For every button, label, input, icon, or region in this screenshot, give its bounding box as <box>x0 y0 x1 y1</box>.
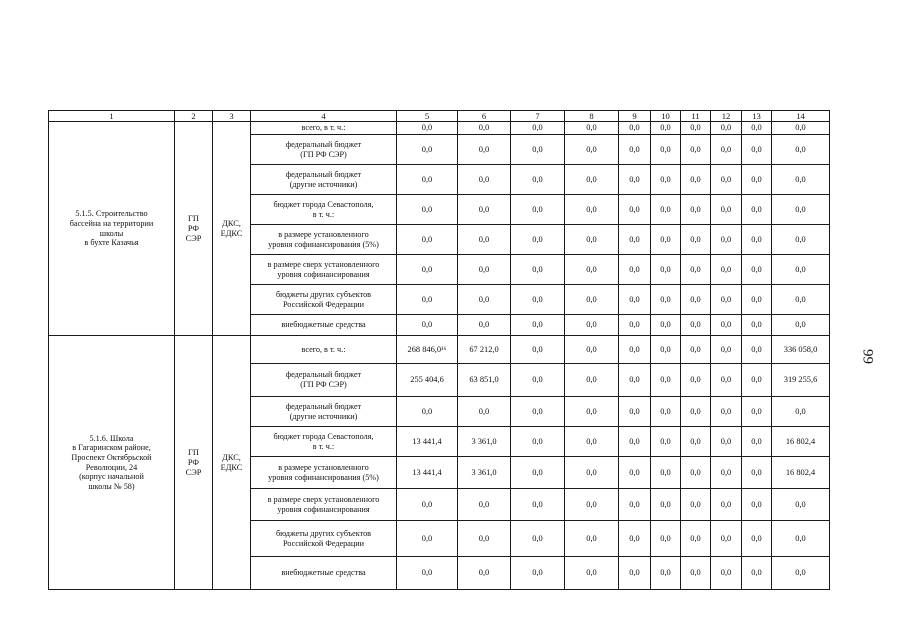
value-cell: 0,0 <box>565 521 619 557</box>
value-cell: 0,0 <box>458 397 511 427</box>
value-cell: 0,0 <box>619 315 651 336</box>
value-cell: 16 802,4 <box>772 427 830 457</box>
value-cell: 0,0 <box>651 165 681 195</box>
value-cell: 0,0 <box>511 557 565 590</box>
value-cell: 0,0 <box>742 315 772 336</box>
value-cell: 0,0 <box>651 225 681 255</box>
value-cell: 0,0 <box>511 397 565 427</box>
header-cell: 1 <box>49 111 175 122</box>
value-cell: 0,0 <box>565 489 619 521</box>
value-cell: 0,0 <box>742 489 772 521</box>
value-cell: 0,0 <box>397 489 458 521</box>
value-cell: 0,0 <box>619 336 651 364</box>
value-cell: 0,0 <box>458 165 511 195</box>
value-cell: 0,0 <box>565 336 619 364</box>
value-cell: 0,0 <box>711 315 742 336</box>
value-cell: 0,0 <box>651 427 681 457</box>
value-cell: 0,0 <box>742 122 772 135</box>
value-cell: 0,0 <box>397 195 458 225</box>
header-row <box>49 111 830 122</box>
funding-source-label: всего, в т. ч.: <box>251 122 397 135</box>
value-cell: 0,0 <box>772 135 830 165</box>
value-cell: 0,0 <box>711 285 742 315</box>
value-cell: 336 058,0 <box>772 336 830 364</box>
value-cell: 16 802,4 <box>772 457 830 489</box>
value-cell: 0,0 <box>397 165 458 195</box>
value-cell: 0,0 <box>772 315 830 336</box>
value-cell: 0,0 <box>511 336 565 364</box>
value-cell: 0,0 <box>397 285 458 315</box>
header-cell: 6 <box>458 111 511 122</box>
value-cell: 0,0 <box>619 195 651 225</box>
value-cell: 0,0 <box>651 364 681 397</box>
value-cell: 0,0 <box>651 521 681 557</box>
value-cell: 0,0 <box>772 165 830 195</box>
value-cell: 0,0 <box>742 427 772 457</box>
value-cell: 0,0 <box>511 195 565 225</box>
header-cell: 10 <box>651 111 681 122</box>
value-cell: 0,0 <box>681 457 711 489</box>
value-cell: 0,0 <box>619 521 651 557</box>
value-cell: 0,0 <box>619 364 651 397</box>
value-cell: 0,0 <box>651 285 681 315</box>
value-cell: 319 255,6 <box>772 364 830 397</box>
value-cell: 0,0 <box>619 489 651 521</box>
value-cell: 13 441,4 <box>397 427 458 457</box>
header-cell: 8 <box>565 111 619 122</box>
value-cell: 0,0 <box>619 427 651 457</box>
header-cell: 2 <box>175 111 213 122</box>
funding-source-label: в размере сверх установленного уровня софинансирования <box>251 489 397 521</box>
funding-source-label: бюджеты других субъектов Российской Федерации <box>251 285 397 315</box>
value-cell: 0,0 <box>397 557 458 590</box>
value-cell: 0,0 <box>681 165 711 195</box>
value-cell: 0,0 <box>681 315 711 336</box>
value-cell: 0,0 <box>397 315 458 336</box>
value-cell: 0,0 <box>651 255 681 285</box>
value-cell: 0,0 <box>511 364 565 397</box>
header-cell: 4 <box>251 111 397 122</box>
value-cell: 0,0 <box>651 315 681 336</box>
value-cell: 0,0 <box>772 489 830 521</box>
value-cell: 0,0 <box>681 364 711 397</box>
value-cell: 0,0 <box>742 195 772 225</box>
project-name-cell: 5.1.6. Школа в Гагаринском районе, Проспект Октябрьской Революции, 24 (корпус начальной школы № 58) <box>49 336 175 590</box>
value-cell: 0,0 <box>681 336 711 364</box>
value-cell: 0,0 <box>565 364 619 397</box>
value-cell: 0,0 <box>397 521 458 557</box>
table-row <box>49 336 830 364</box>
value-cell: 0,0 <box>742 285 772 315</box>
value-cell: 0,0 <box>651 336 681 364</box>
value-cell: 0,0 <box>742 255 772 285</box>
value-cell: 0,0 <box>458 135 511 165</box>
value-cell: 0,0 <box>651 489 681 521</box>
value-cell: 0,0 <box>565 122 619 135</box>
value-cell: 0,0 <box>711 457 742 489</box>
value-cell: 0,0 <box>511 255 565 285</box>
value-cell: 0,0 <box>681 122 711 135</box>
value-cell: 0,0 <box>711 557 742 590</box>
value-cell: 0,0 <box>742 364 772 397</box>
value-cell: 0,0 <box>651 135 681 165</box>
value-cell: 0,0 <box>565 195 619 225</box>
header-cell: 5 <box>397 111 458 122</box>
header-cell: 3 <box>213 111 251 122</box>
value-cell: 0,0 <box>772 225 830 255</box>
value-cell: 0,0 <box>742 557 772 590</box>
value-cell: 0,0 <box>565 427 619 457</box>
value-cell: 0,0 <box>711 397 742 427</box>
value-cell: 0,0 <box>681 255 711 285</box>
value-cell: 0,0 <box>458 122 511 135</box>
funding-source-label: в размере сверх установленного уровня софинансирования <box>251 255 397 285</box>
value-cell: 0,0 <box>397 135 458 165</box>
value-cell: 0,0 <box>681 557 711 590</box>
value-cell: 0,0 <box>619 285 651 315</box>
value-cell: 0,0 <box>511 521 565 557</box>
value-cell: 0,0 <box>565 315 619 336</box>
value-cell: 0,0 <box>619 225 651 255</box>
value-cell: 0,0 <box>742 135 772 165</box>
header-cell: 14 <box>772 111 830 122</box>
funding-source-label: в размере установленного уровня софинансирования (5%) <box>251 457 397 489</box>
value-cell: 0,0 <box>458 255 511 285</box>
value-cell: 3 361,0 <box>458 457 511 489</box>
value-cell: 0,0 <box>681 135 711 165</box>
value-cell: 0,0 <box>619 457 651 489</box>
value-cell: 0,0 <box>511 122 565 135</box>
program-cell: ГП РФ СЭР <box>175 122 213 336</box>
value-cell: 0,0 <box>681 521 711 557</box>
value-cell: 0,0 <box>651 457 681 489</box>
value-cell: 0,0 <box>651 195 681 225</box>
value-cell: 0,0 <box>772 195 830 225</box>
value-cell: 0,0 <box>511 427 565 457</box>
value-cell: 0,0 <box>711 489 742 521</box>
value-cell: 0,0 <box>711 195 742 225</box>
funding-source-label: внебюджетные средства <box>251 315 397 336</box>
value-cell: 0,0 <box>619 255 651 285</box>
value-cell: 0,0 <box>711 521 742 557</box>
value-cell: 0,0 <box>742 397 772 427</box>
header-cell: 11 <box>681 111 711 122</box>
value-cell: 0,0 <box>565 165 619 195</box>
value-cell: 0,0 <box>711 122 742 135</box>
value-cell: 0,0 <box>565 285 619 315</box>
value-cell: 0,0 <box>619 122 651 135</box>
value-cell: 0,0 <box>711 364 742 397</box>
header-cell: 12 <box>711 111 742 122</box>
funding-source-label: в размере установленного уровня софинансирования (5%) <box>251 225 397 255</box>
value-cell: 268 846,0¹⁶ <box>397 336 458 364</box>
program-cell: ГП РФ СЭР <box>175 336 213 590</box>
funding-source-label: бюджет города Севастополя, в т. ч.: <box>251 427 397 457</box>
value-cell: 0,0 <box>565 457 619 489</box>
funding-source-label: федеральный бюджет (другие источники) <box>251 397 397 427</box>
executor-cell: ДКС, ЕДКС <box>213 336 251 590</box>
value-cell: 13 441,4 <box>397 457 458 489</box>
funding-source-label: бюджеты других субъектов Российской Федерации <box>251 521 397 557</box>
value-cell: 0,0 <box>711 255 742 285</box>
value-cell: 0,0 <box>511 165 565 195</box>
value-cell: 0,0 <box>651 397 681 427</box>
value-cell: 0,0 <box>711 336 742 364</box>
value-cell: 0,0 <box>619 397 651 427</box>
value-cell: 0,0 <box>458 521 511 557</box>
value-cell: 63 851,0 <box>458 364 511 397</box>
value-cell: 0,0 <box>742 457 772 489</box>
page-number: 99 <box>859 349 876 364</box>
value-cell: 0,0 <box>397 225 458 255</box>
executor-cell: ДКС, ЕДКС <box>213 122 251 336</box>
value-cell: 0,0 <box>397 255 458 285</box>
value-cell: 0,0 <box>681 195 711 225</box>
value-cell: 0,0 <box>681 225 711 255</box>
value-cell: 0,0 <box>397 122 458 135</box>
value-cell: 0,0 <box>511 489 565 521</box>
value-cell: 0,0 <box>772 122 830 135</box>
funding-source-label: внебюджетные средства <box>251 557 397 590</box>
value-cell: 0,0 <box>772 397 830 427</box>
value-cell: 0,0 <box>681 489 711 521</box>
table-body <box>49 122 830 590</box>
value-cell: 0,0 <box>458 557 511 590</box>
value-cell: 0,0 <box>565 397 619 427</box>
value-cell: 0,0 <box>511 457 565 489</box>
value-cell: 0,0 <box>619 135 651 165</box>
value-cell: 3 361,0 <box>458 427 511 457</box>
value-cell: 0,0 <box>742 521 772 557</box>
value-cell: 255 404,6 <box>397 364 458 397</box>
value-cell: 0,0 <box>711 427 742 457</box>
value-cell: 0,0 <box>651 557 681 590</box>
value-cell: 0,0 <box>458 195 511 225</box>
funding-source-label: бюджет города Севастополя, в т. ч.: <box>251 195 397 225</box>
value-cell: 0,0 <box>681 285 711 315</box>
value-cell: 0,0 <box>511 285 565 315</box>
value-cell: 0,0 <box>458 285 511 315</box>
value-cell: 0,0 <box>397 397 458 427</box>
value-cell: 0,0 <box>511 225 565 255</box>
value-cell: 0,0 <box>742 336 772 364</box>
value-cell: 0,0 <box>565 255 619 285</box>
value-cell: 0,0 <box>681 427 711 457</box>
value-cell: 0,0 <box>711 225 742 255</box>
financing-table <box>48 110 830 590</box>
value-cell: 0,0 <box>458 315 511 336</box>
funding-source-label: федеральный бюджет (ГП РФ СЭР) <box>251 135 397 165</box>
value-cell: 0,0 <box>458 489 511 521</box>
value-cell: 0,0 <box>565 557 619 590</box>
value-cell: 67 212,0 <box>458 336 511 364</box>
value-cell: 0,0 <box>772 521 830 557</box>
value-cell: 0,0 <box>619 557 651 590</box>
header-cell: 13 <box>742 111 772 122</box>
funding-source-label: всего, в т. ч.: <box>251 336 397 364</box>
value-cell: 0,0 <box>681 397 711 427</box>
value-cell: 0,0 <box>711 135 742 165</box>
value-cell: 0,0 <box>458 225 511 255</box>
value-cell: 0,0 <box>772 255 830 285</box>
value-cell: 0,0 <box>772 285 830 315</box>
value-cell: 0,0 <box>651 122 681 135</box>
project-name-cell: 5.1.5. Строительство бассейна на территории школы в бухте Казачья <box>49 122 175 336</box>
header-cell: 9 <box>619 111 651 122</box>
value-cell: 0,0 <box>772 557 830 590</box>
value-cell: 0,0 <box>742 165 772 195</box>
value-cell: 0,0 <box>511 315 565 336</box>
value-cell: 0,0 <box>565 225 619 255</box>
value-cell: 0,0 <box>511 135 565 165</box>
header-cell: 7 <box>511 111 565 122</box>
funding-source-label: федеральный бюджет (ГП РФ СЭР) <box>251 364 397 397</box>
funding-source-label: федеральный бюджет (другие источники) <box>251 165 397 195</box>
value-cell: 0,0 <box>711 165 742 195</box>
value-cell: 0,0 <box>619 165 651 195</box>
table-row <box>49 122 830 135</box>
value-cell: 0,0 <box>565 135 619 165</box>
value-cell: 0,0 <box>742 225 772 255</box>
